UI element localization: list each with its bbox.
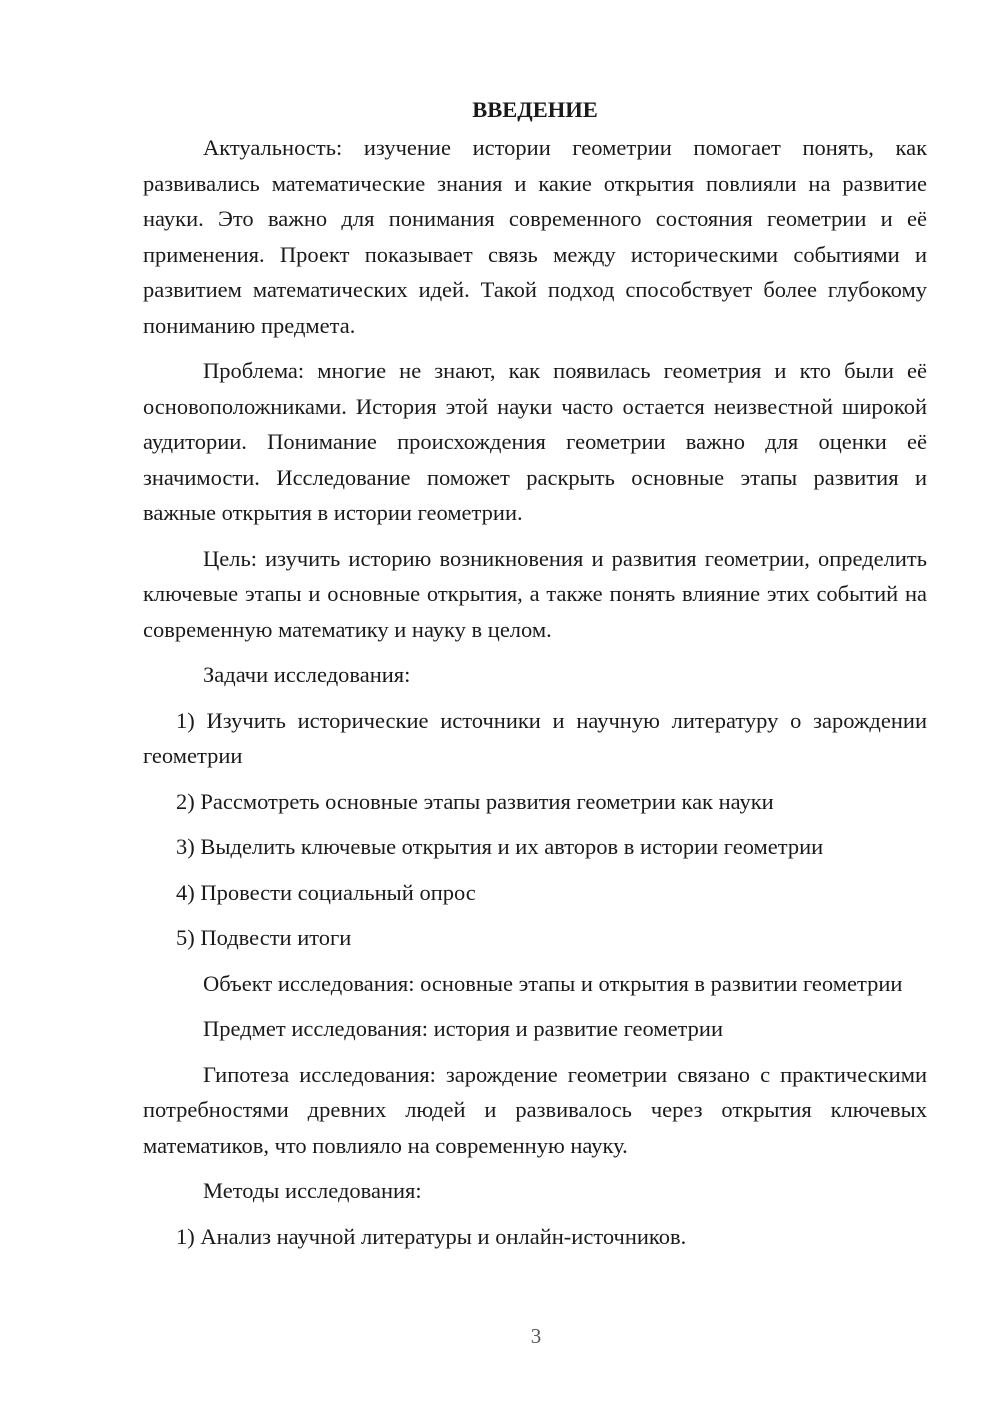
task-item-1: 1) Изучить исторические источники и научную литературу о зарождении геометрии — [143, 707, 927, 768]
relevance-paragraph: Актуальность: изучение истории геометрии помогает понять, как развивались математические знания и какие открытия повлияли на развитие науки. Это важно для понимания современного состояния геометрии и её применения. Проект показывает связь между историческими событиями и развитием математических идей. Такой подход способствует более глубокому пониманию предмета. — [143, 135, 927, 338]
method-item-1: 1) Анализ научной литературы и онлайн-источников. — [176, 1223, 687, 1249]
hypothesis-paragraph: Гипотеза исследования: зарождение геометрии связано с практическими потребностями древних людей и развивалось через открытия ключевых математиков, что повлияло на современную науку. — [143, 1061, 927, 1158]
task-item-5: 5) Подвести итоги — [176, 925, 352, 950]
problem-paragraph: Проблема: многие не знают, как появилась геометрия и кто были её основоположниками. История этой науки часто остается неизвестной широкой аудитории. Понимание происхождения геометрии важно для оценки её значимости. Исследование поможет раскрыть основные этапы развития и важные открытия в истории геометрии. — [143, 358, 927, 525]
methods-heading: Методы исследования: — [203, 1178, 422, 1203]
object-paragraph: Объект исследования: основные этапы и открытия в развитии геометрии — [203, 970, 903, 996]
goal-paragraph: Цель: изучить историю возникновения и развития геометрии, определить ключевые этапы и основные открытия, а также понять влияние этих событий на современную математику и науку в целом. — [143, 545, 927, 642]
page-number: 3 — [530, 1324, 542, 1348]
task-item-2: 2) Рассмотреть основные этапы развития геометрии как науки — [176, 788, 774, 814]
task-item-3: 3) Выделить ключевые открытия и их авторов в истории геометрии — [176, 834, 824, 859]
document-page — [143, 92, 927, 1264]
tasks-heading: Задачи исследования: — [203, 662, 411, 687]
subject-paragraph: Предмет исследования: история и развитие геометрии — [203, 1016, 723, 1041]
page-title: ВВЕДЕНИЕ — [472, 97, 598, 122]
task-item-4: 4) Провести социальный опрос — [176, 879, 476, 905]
